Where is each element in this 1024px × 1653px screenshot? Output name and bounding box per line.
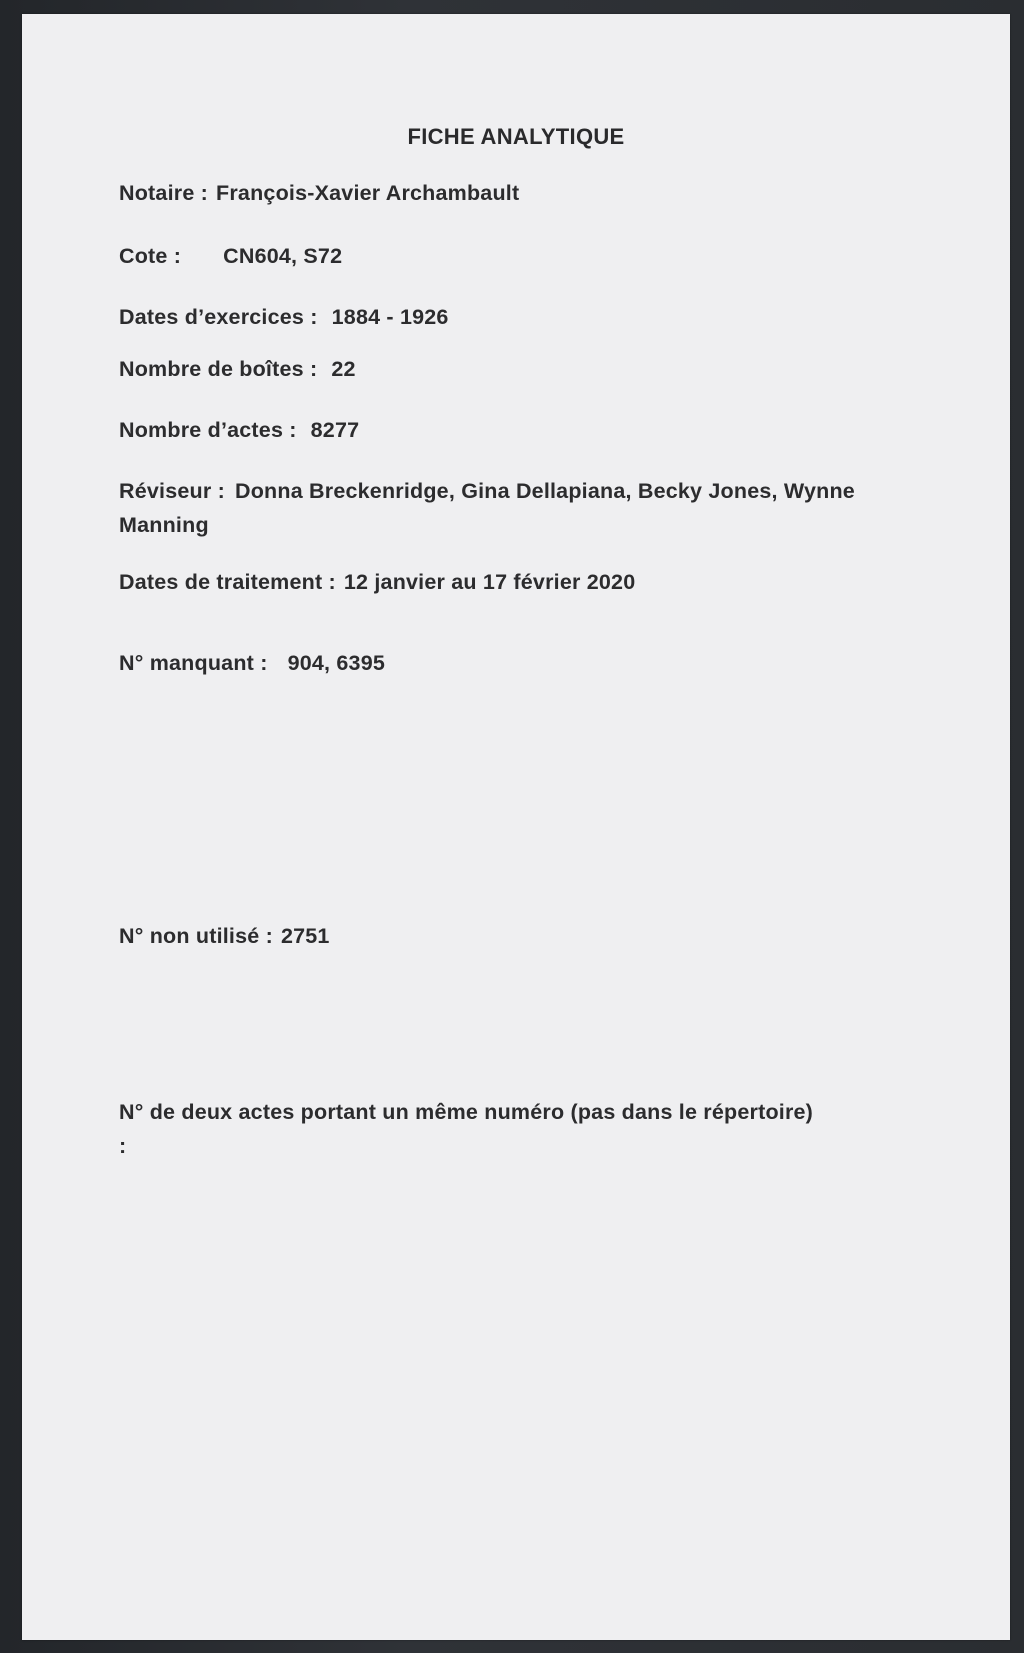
field-numero-non-utilise-label: N° non utilisé :: [119, 924, 273, 948]
field-nombre-actes-value: 8277: [310, 418, 360, 442]
field-notaire-value: François-Xavier Archambault: [216, 181, 520, 205]
field-dates-traitement-value: 12 janvier au 17 février 2020: [343, 570, 636, 594]
field-reviseur-label: Réviseur :: [119, 479, 225, 503]
field-numero-manquant: [119, 646, 385, 680]
field-dates-traitement: [119, 565, 635, 599]
document-page: [22, 14, 1010, 1640]
field-notaire-label: Notaire :: [119, 181, 209, 205]
field-nombre-actes-label: Nombre d’actes :: [119, 418, 297, 442]
field-nombre-boites-label: Nombre de boîtes :: [119, 357, 318, 381]
field-nombre-boites: [119, 352, 356, 386]
field-reviseur-value: Donna Breckenridge, Gina Dellapiana, Becky Jones, Wynne Manning: [119, 479, 855, 537]
field-numero-non-utilise: [119, 919, 330, 953]
field-dates-exercices-label: Dates d’exercices :: [119, 305, 318, 329]
field-numero-manquant-label: N° manquant :: [119, 651, 268, 675]
field-numero-non-utilise-value: 2751: [280, 924, 330, 948]
field-notaire: [119, 176, 519, 210]
field-cote: [119, 239, 342, 273]
field-nombre-actes: [119, 413, 359, 447]
field-deux-actes-label: N° de deux actes portant un même numéro (pas dans le répertoire) :: [119, 1100, 814, 1158]
field-numero-manquant-value: 904, 6395: [287, 651, 386, 675]
field-dates-traitement-label: Dates de traitement :: [119, 570, 336, 594]
field-deux-actes: [119, 1095, 819, 1163]
field-dates-exercices: [119, 300, 449, 334]
field-nombre-boites-value: 22: [331, 357, 356, 381]
field-reviseur: [119, 474, 939, 542]
field-cote-label: Cote :: [119, 244, 182, 268]
field-dates-exercices-value: 1884 - 1926: [331, 305, 449, 329]
document-title: FICHE ANALYTIQUE: [407, 124, 625, 149]
field-cote-value: CN604, S72: [223, 244, 343, 268]
